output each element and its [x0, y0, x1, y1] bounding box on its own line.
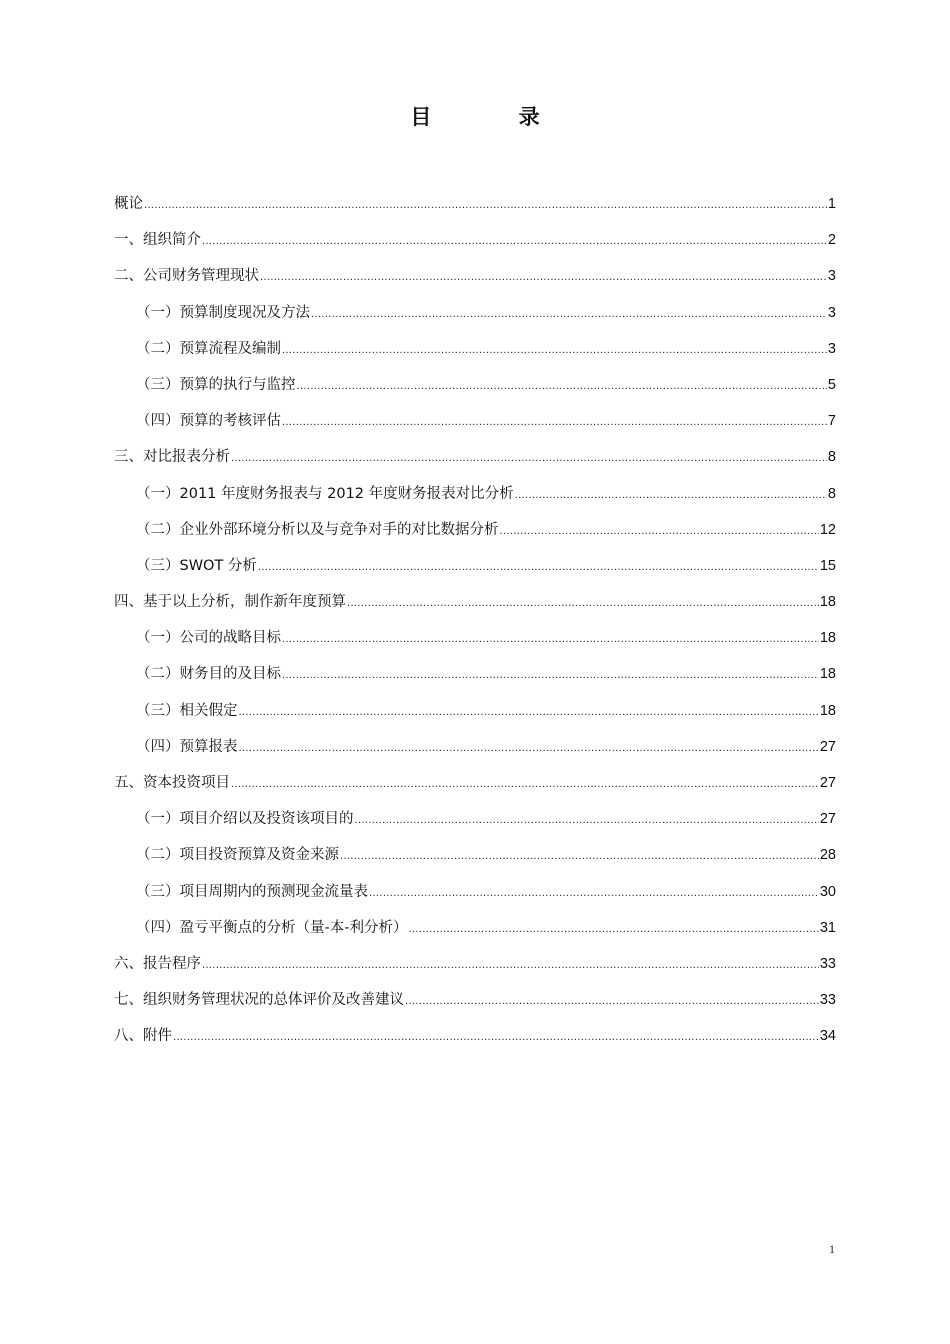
toc-entry-label: 六、报告程序 [114, 955, 201, 972]
toc-entry-label: 三、对比报表分析 [114, 449, 230, 466]
toc-entry[interactable] [114, 367, 836, 403]
toc-entry-page: 3 [827, 304, 836, 321]
toc-entry[interactable] [114, 439, 836, 475]
toc-entry-label: （一）预算制度现况及方法 [136, 304, 310, 321]
toc-entry-label: 一、组织简介 [114, 232, 201, 249]
toc-dot-leader [369, 875, 819, 911]
footer-page-number: 1 [829, 1242, 835, 1256]
toc-entry-label: （二）项目投资预算及资金来源 [136, 847, 339, 864]
toc-entry-label: （四）预算的考核评估 [136, 413, 281, 430]
toc-entry-label: （二）预算流程及编制 [136, 340, 281, 357]
toc-entry-label: （二）财务目的及目标 [136, 666, 281, 683]
toc-dot-leader [355, 802, 819, 838]
toc-entry[interactable] [114, 837, 836, 873]
toc-dot-leader [144, 187, 827, 223]
toc-entry-label: 二、公司财务管理现状 [114, 268, 259, 285]
toc-dot-leader [408, 911, 818, 947]
toc-dot-leader [231, 766, 819, 802]
toc-entry[interactable] [114, 765, 836, 801]
toc-entry-page: 34 [819, 1028, 836, 1045]
toc-entry-page: 5 [827, 376, 836, 393]
toc-dot-leader [202, 223, 827, 259]
toc-entry[interactable] [114, 693, 836, 729]
toc-entry-page: 33 [819, 992, 836, 1009]
toc-entry-page: 3 [827, 268, 836, 285]
toc-dot-leader [500, 513, 819, 549]
toc-entry-label: （四）盈亏平衡点的分析（量-本-利分析） [136, 919, 408, 936]
toc-entry-page: 18 [819, 594, 836, 611]
toc-entry-page: 27 [819, 775, 836, 791]
toc-entry-label: 八、附件 [114, 1028, 172, 1045]
toc-entry[interactable] [114, 331, 836, 367]
table-of-contents [114, 186, 836, 1055]
toc-entry[interactable] [114, 584, 836, 620]
toc-dot-leader [282, 332, 827, 368]
toc-entry-label: （四）预算报表 [136, 738, 238, 755]
toc-entry[interactable] [114, 186, 836, 222]
toc-entry[interactable] [114, 295, 836, 331]
toc-entry-page: 15 [819, 557, 836, 574]
toc-entry-page: 3 [827, 340, 836, 357]
toc-dot-leader [347, 585, 819, 621]
toc-entry[interactable] [114, 548, 836, 584]
toc-entry[interactable] [114, 656, 836, 692]
toc-entry-label: 五、资本投资项目 [114, 775, 230, 791]
toc-entry-label: 四、基于以上分析，制作新年度预算 [114, 594, 346, 611]
toc-entry-page: 8 [827, 449, 836, 466]
toc-entry-label: （一）项目介绍以及投资该项目的 [136, 811, 354, 828]
toc-dot-leader [173, 1019, 819, 1055]
toc-entry-page: 1 [827, 196, 836, 212]
page-title: 目 录 [410, 105, 580, 129]
toc-entry[interactable] [114, 801, 836, 837]
toc-entry-page: 8 [827, 485, 836, 502]
toc-entry[interactable] [114, 403, 836, 439]
toc-entry[interactable] [114, 476, 836, 512]
toc-entry-label: （三）SWOT 分析 [136, 557, 257, 574]
toc-dot-leader [231, 440, 827, 476]
toc-entry-label: （三）相关假定 [136, 702, 238, 719]
toc-entry[interactable] [114, 874, 836, 910]
toc-entry-label: （二）企业外部环境分析以及与竞争对手的对比数据分析 [136, 521, 499, 538]
toc-entry[interactable] [114, 258, 836, 294]
toc-entry-label: 七、组织财务管理状况的总体评价及改善建议 [114, 992, 404, 1009]
toc-dot-leader [202, 947, 819, 983]
toc-entry-page: 30 [819, 883, 836, 900]
toc-entry-label: （一）公司的战略目标 [136, 630, 281, 647]
toc-entry[interactable] [114, 222, 836, 258]
toc-dot-leader [297, 368, 827, 404]
toc-dot-leader [311, 296, 827, 332]
toc-entry[interactable] [114, 946, 836, 982]
toc-dot-leader [239, 730, 819, 766]
toc-entry-page: 18 [819, 666, 836, 683]
toc-entry[interactable] [114, 729, 836, 765]
toc-entry[interactable] [114, 620, 836, 656]
toc-entry-label: （一）2011 年度财务报表与 2012 年度财务报表对比分析 [136, 485, 514, 502]
toc-entry-label: 概论 [114, 196, 143, 212]
toc-dot-leader [260, 259, 827, 295]
toc-entry-page: 27 [819, 811, 836, 828]
toc-entry-page: 18 [819, 630, 836, 647]
toc-entry-page: 2 [827, 232, 836, 249]
toc-entry-page: 31 [819, 919, 836, 936]
toc-entry-page: 12 [819, 521, 836, 538]
toc-dot-leader [258, 549, 819, 585]
toc-dot-leader [282, 657, 819, 693]
toc-entry[interactable] [114, 512, 836, 548]
toc-entry-label: （三）预算的执行与监控 [136, 376, 296, 393]
toc-entry-page: 27 [819, 738, 836, 755]
toc-entry[interactable] [114, 910, 836, 946]
toc-dot-leader [239, 694, 819, 730]
toc-entry-page: 7 [827, 413, 836, 430]
toc-dot-leader [340, 838, 819, 874]
toc-dot-leader [405, 983, 819, 1019]
toc-entry[interactable] [114, 982, 836, 1018]
toc-dot-leader [515, 477, 827, 513]
toc-entry-page: 28 [819, 847, 836, 864]
toc-dot-leader [282, 404, 827, 440]
toc-entry-label: （三）项目周期内的预测现金流量表 [136, 883, 368, 900]
toc-dot-leader [282, 621, 819, 657]
toc-entry-page: 18 [819, 702, 836, 719]
toc-entry-page: 33 [819, 955, 836, 972]
toc-entry[interactable] [114, 1018, 836, 1054]
